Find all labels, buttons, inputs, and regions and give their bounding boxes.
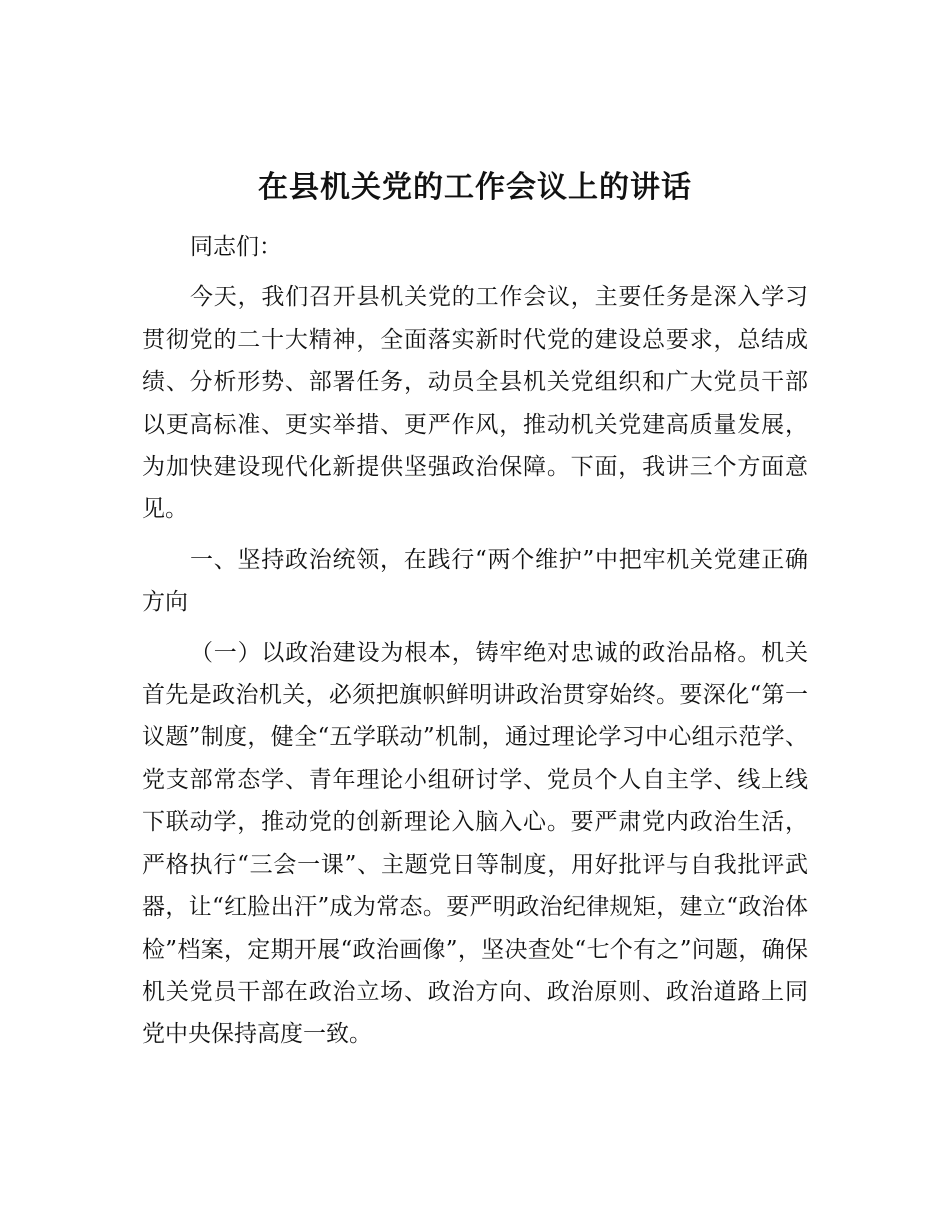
document-title: 在县机关党的工作会议上的讲话 xyxy=(258,170,692,205)
subsection-paragraph-1: （一）以政治建设为根本，铸牢绝对忠诚的政治品格。机关首先是政治机关，必须把旗帜鲜明讲政治贯穿始终。要深化“第一议题”制度，健全“五学联动”机制，通过理论学习中心组示范学、党支部常态学、青年理论小组研讨学、党员个人自主学、线上线下联动学，推动党的创新理论入脑入心。要严肃党内政治生活，严格执行“三会一课”、主题党日等制度，用好批评与自我批评武器，让“红脸出汗”成为常态。要严明政治纪律规矩，建立“政治体检”档案，定期开展“政治画像”，坚决查处“七个有之”问题，确保机关党员干部在政治立场、政治方向、政治原则、政治道路上同党中央保持高度一致。 xyxy=(142,639,808,1048)
section-heading-1: 一、坚持政治统领，在践行“两个维护”中把牢机关党建正确方向 xyxy=(142,546,808,616)
greeting-paragraph: 同志们： xyxy=(190,234,282,260)
document-body xyxy=(142,226,808,1056)
intro-paragraph: 今天，我们召开县机关党的工作会议，主要任务是深入学习贯彻党的二十大精神，全面落实新时代党的建设总要求，总结成绩、分析形势、部署任务，动员全县机关党组织和广大党员干部以更高标准、更实举措、更严作风，推动机关党建高质量发展，为加快建设现代化新提供坚强政治保障。下面，我讲三个方面意见。 xyxy=(142,284,808,523)
